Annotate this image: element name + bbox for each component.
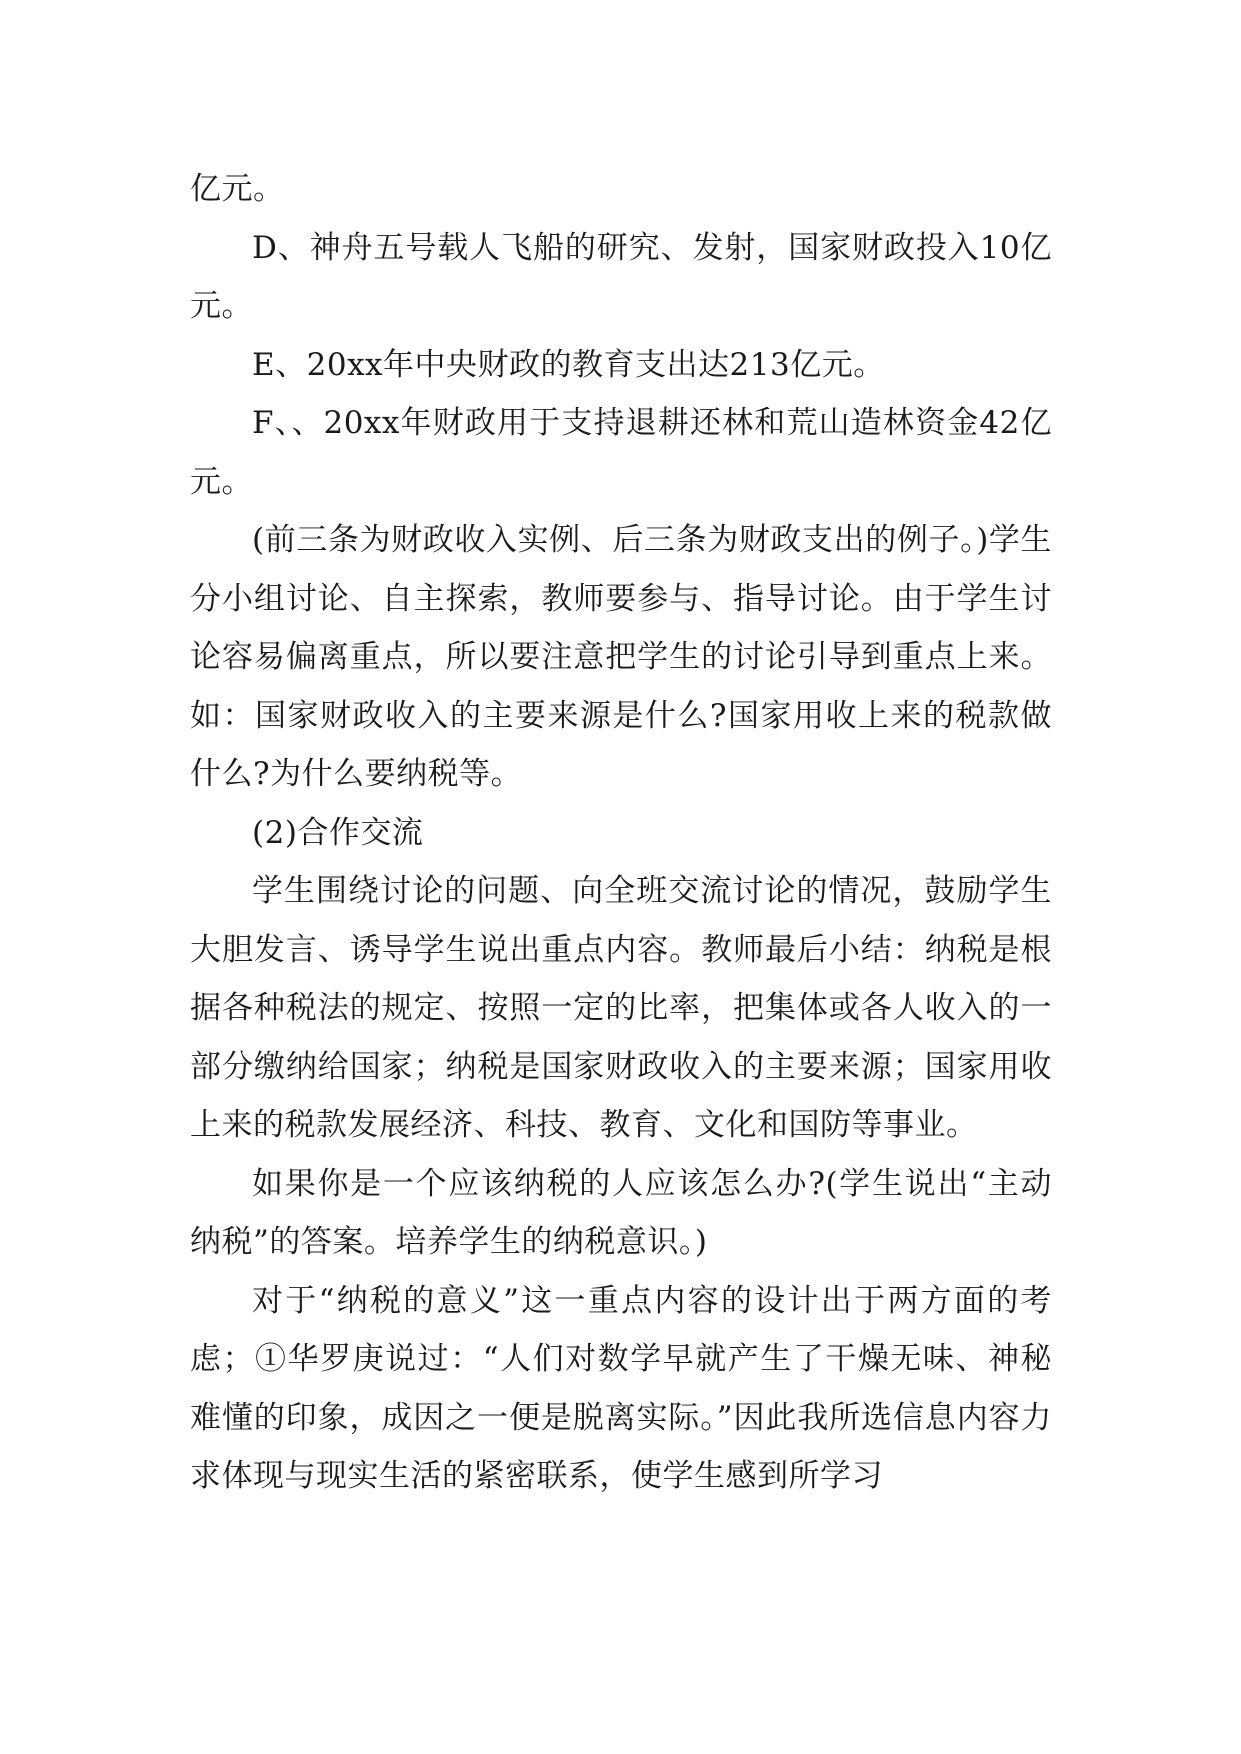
paragraph-item-d: D、神舟五号载人飞船的研究、发射，国家财政投入10亿元。 [190,229,1052,324]
paragraph-exchange: 学生围绕讨论的问题、向全班交流讨论的情况，鼓励学生大胆发言、诱导学生说出重点内容。教师最后小结：纳税是根据各种税法的规定、按照一定的比率，把集体或各人收入的一部分缴纳给国家；纳税是国家财政收入的主要来源；国家用收上来的税款发展经济、科技、教育、文化和国防等事业。 [190,873,1052,1143]
document-body [190,160,1052,1506]
paragraph-design-rationale: 对于“纳税的意义”这一重点内容的设计出于两方面的考虑；①华罗庚说过：“人们对数学早就产生了干燥无味、神秘难懂的印象，成因之一便是脱离实际。”因此我所选信息内容力求体现与现实生活的紧密联系，使学生感到所学习 [190,1282,1052,1494]
paragraph-item-e: E、20xx年中央财政的教育支出达213亿元。 [252,346,885,383]
paragraph-continuation: 亿元。 [190,171,285,207]
paragraph-item-f: F、、20xx年财政用于支持退耕还林和荒山造林资金42亿元。 [190,405,1052,500]
paragraph-discussion: (前三条为财政收入实例、后三条为财政支出的例子。)学生分小组讨论、自主探索，教师要参与、指导讨论。由于学生讨论容易偏离重点，所以要注意把学生的讨论引导到重点上来。如：国家财政收入的主要来源是什么?国家用收上来的税款做什么?为什么要纳税等。 [190,522,1052,792]
paragraph-question: 如果你是一个应该纳税的人应该怎么办?(学生说出“主动纳税”的答案。培养学生的纳税意识。) [190,1165,1052,1260]
section-heading-cooperation: (2)合作交流 [252,814,424,851]
